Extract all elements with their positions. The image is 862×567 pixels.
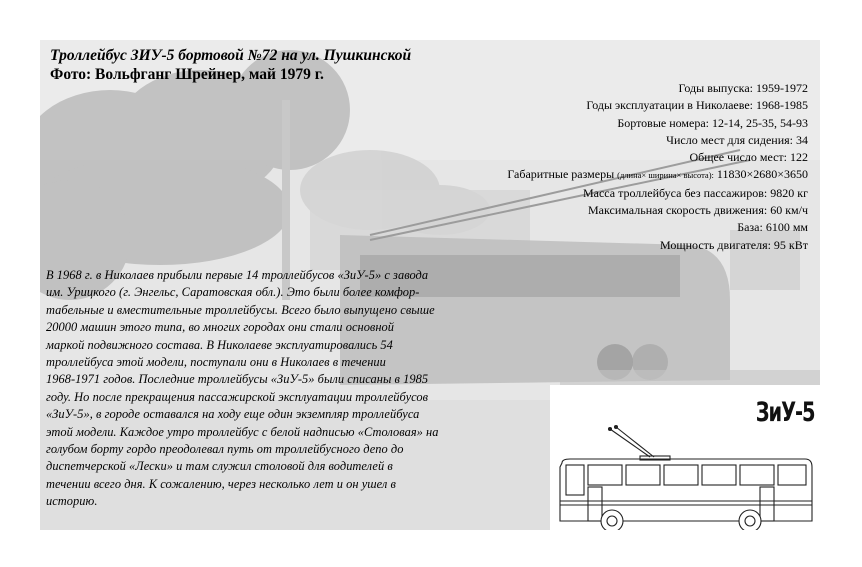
story-line: троллейбуса этой модели, поступали они в Николаев в течении: [46, 355, 386, 370]
story-line: этой модели. Каждое утро троллейбус с белой надписью «Столовая» на: [46, 424, 439, 439]
spec-value: 11830×2680×3650: [716, 167, 808, 182]
spec-label: Габаритные размеры: [507, 167, 615, 182]
spec-value: 122: [790, 150, 808, 165]
story-line: «ЗиУ-5», в городе оставался на ходу еще один экземпляр троллейбуса: [46, 407, 420, 422]
spec-value: 9820 кг: [770, 185, 808, 200]
info-card: [40, 40, 820, 530]
spec-row-fleet-numbers: [348, 115, 808, 132]
photo-caption: [50, 46, 610, 84]
spec-row-production-years: [348, 80, 808, 97]
spec-row-wheelbase: [348, 219, 808, 236]
spec-row-dimensions: [348, 166, 808, 184]
spec-note: (длина× ширина× высота):: [617, 170, 714, 181]
trolleybus-drawing-icon: [550, 423, 820, 530]
spec-label: Максимальная скорость движения:: [588, 203, 768, 218]
history-text: [46, 267, 551, 511]
spec-label: Масса троллейбуса без пассажиров:: [582, 185, 768, 200]
spec-row-operation-years: [348, 97, 808, 114]
spec-row-total-capacity: [348, 149, 808, 166]
spec-label: Бортовые номера:: [617, 115, 709, 130]
caption-credit: Фото: Вольфганг Шрейнер, май 1979 г.: [50, 66, 324, 83]
spec-label: Общее число мест:: [689, 150, 787, 165]
spec-label: Годы эксплуатации в Николаеве:: [586, 98, 753, 113]
spec-label: Годы выпуска:: [678, 81, 753, 95]
spec-row-engine-power: [348, 237, 808, 254]
spec-row-mass: [348, 185, 808, 202]
story-line: 1968-1971 годов. Последние троллейбусы «ЗиУ-5» были списаны в 1985: [46, 372, 429, 387]
model-panel: [550, 385, 820, 530]
story-line: голубом борту гордо преодолевал путь от троллейбусного депо до: [46, 442, 404, 457]
model-logo: ЗиУ-5: [755, 397, 814, 428]
spec-value: 1959-1972: [756, 81, 808, 95]
story-line: табельные и вместительные троллейбусы. Всего было выпущено свыше: [46, 302, 435, 317]
caption-title: Троллейбус ЗИУ-5 бортовой №72 на ул. Пушкинской: [50, 47, 412, 64]
story-line: историю.: [46, 494, 98, 509]
story-line: 20000 машин этого типа, во многих городах они стали основной: [46, 320, 395, 335]
spec-row-max-speed: [348, 202, 808, 219]
spec-label: Мощность двигателя:: [660, 237, 771, 252]
story-line: им. Урицкого (г. Энгельс, Саратовская обл.). Это были более комфор-: [46, 285, 420, 300]
story-line: диспетчерской «Лески» и там служил столовой для водителей в: [46, 459, 393, 474]
story-line: маркой подвижного состава. В Николаеве эксплуатировались 54: [46, 337, 393, 352]
spec-value: 95 кВт: [773, 237, 808, 252]
story-line: течении всего дня. К сожалению, через несколько лет и он ушел в: [46, 476, 396, 491]
story-line: В 1968 г. в Николаев прибыли первые 14 троллейбусов «ЗиУ-5» с завода: [46, 268, 429, 282]
spec-label: Число мест для сидения:: [666, 132, 793, 147]
spec-value: 1968-1985: [756, 98, 808, 113]
story-line: году. Но после прекращения пассажирской эксплуатации троллейбусов: [46, 389, 429, 404]
spec-value: 6100 мм: [765, 220, 808, 235]
spec-label: База:: [737, 220, 763, 235]
spec-value: 60 км/ч: [770, 203, 808, 218]
spec-value: 12-14, 25-35, 54-93: [712, 115, 808, 130]
spec-value: 34: [796, 132, 808, 147]
spec-row-seats: [348, 132, 808, 149]
specs-list: [348, 80, 808, 254]
